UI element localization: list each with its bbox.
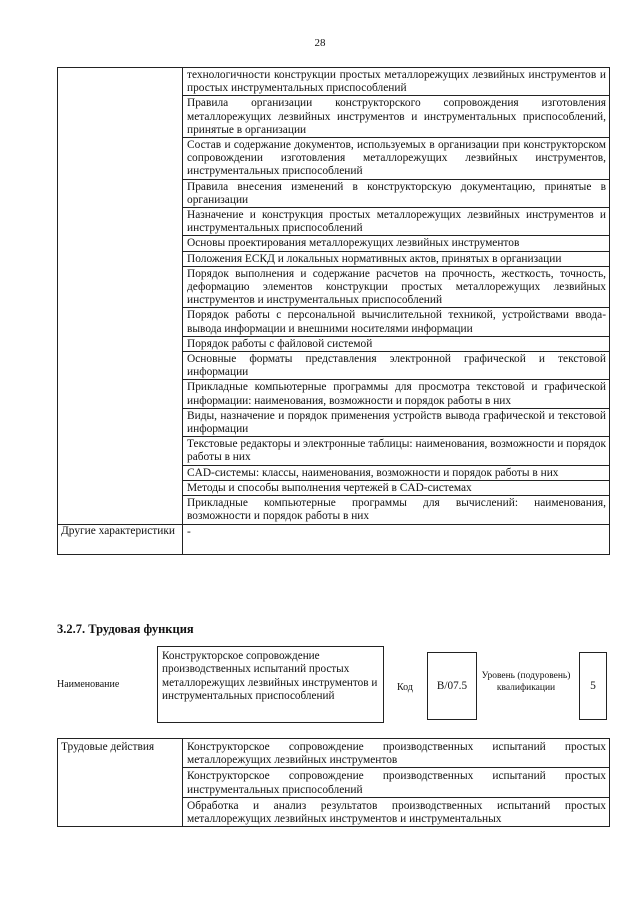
knowledge-item: Порядок работы с файловой системой [183,336,610,351]
labor-action-item: Конструкторское сопровождение производственных испытаний простых металлорежущих лезвийных инструментов [183,739,610,768]
knowledge-item: Основы проектирования металлорежущих лезвийных инструментов [183,236,610,251]
knowledge-item: Основные форматы представления электронной графической и текстовой информации [183,352,610,380]
code-box: B/07.5 [427,652,477,720]
knowledge-item: Текстовые редакторы и электронные таблицы: наименования, возможности и порядок работы в них [183,437,610,465]
labor-actions-label: Трудовые действия [58,739,183,827]
table-row [58,739,610,768]
table-row [58,68,610,96]
knowledge-item: CAD-системы: классы, наименования, возможности и порядок работы в них [183,465,610,480]
labor-action-item: Обработка и анализ результатов производственных испытаний простых металлорежущих лезвийных инструментов и инструментальных [183,797,610,826]
knowledge-item: Виды, назначение и порядок применения устройств вывода графической и текстовой информации [183,408,610,436]
other-characteristics-label: Другие характеристики [58,524,183,554]
knowledge-item: Правила организации конструкторского сопровождения изготовления металлорежущих лезвийных инструментов и инструментальных приспособлений, принятые в организации [183,96,610,138]
table-row [58,524,610,554]
knowledge-item: Положения ЕСКД и локальных нормативных актов, принятых в организации [183,251,610,266]
knowledge-item: Состав и содержание документов, используемых в организации при конструкторском сопровождении изготовления металлорежущих лезвийных инструментов, инструментальных приспособлений [183,138,610,180]
name-label: Наименование [57,679,120,690]
other-characteristics-value: - [183,524,610,554]
knowledge-item: технологичности конструкции простых металлорежущих лезвийных инструментов и простых инструментальных приспособлений [183,68,610,96]
page-number: 28 [314,37,326,49]
labor-action-item: Конструкторское сопровождение производственных испытаний простых инструментальных приспособлений [183,768,610,797]
labor-actions-table [57,738,610,827]
knowledge-label-cell [58,68,183,525]
knowledge-item: Прикладные компьютерные программы для просмотра текстовой и графической информации: наименования, возможности и порядок работы в них [183,380,610,408]
knowledge-item: Назначение и конструкция простых металлорежущих лезвийных инструментов и инструментальных приспособлений [183,208,610,236]
knowledge-item: Порядок выполнения и содержание расчетов на прочность, жесткость, точность, деформацию элементов конструкции простых металлорежущих лезвийных инструментов и инструментальных приспособлений [183,266,610,308]
knowledge-item: Порядок работы с персональной вычислительной техникой, устройствами ввода-вывода информации и внешними носителями информации [183,308,610,336]
knowledge-table [57,67,610,555]
labor-function-header [57,646,610,728]
level-box: 5 [579,652,607,720]
knowledge-item: Правила внесения изменений в конструкторскую документацию, принятые в организации [183,179,610,207]
level-label: Уровень (подуровень) квалификации [481,671,571,693]
section-heading: 3.2.7. Трудовая функция [57,622,194,636]
knowledge-item: Прикладные компьютерные программы для вычислений: наименования, возможности и порядок работы в них [183,496,610,524]
code-label: Код [397,682,413,693]
knowledge-item: Методы и способы выполнения чертежей в CAD-системах [183,480,610,495]
function-name-box: Конструкторское сопровождение производственных испытаний простых металлорежущих лезвийных инструментов и инструментальных приспособлений [157,646,384,723]
